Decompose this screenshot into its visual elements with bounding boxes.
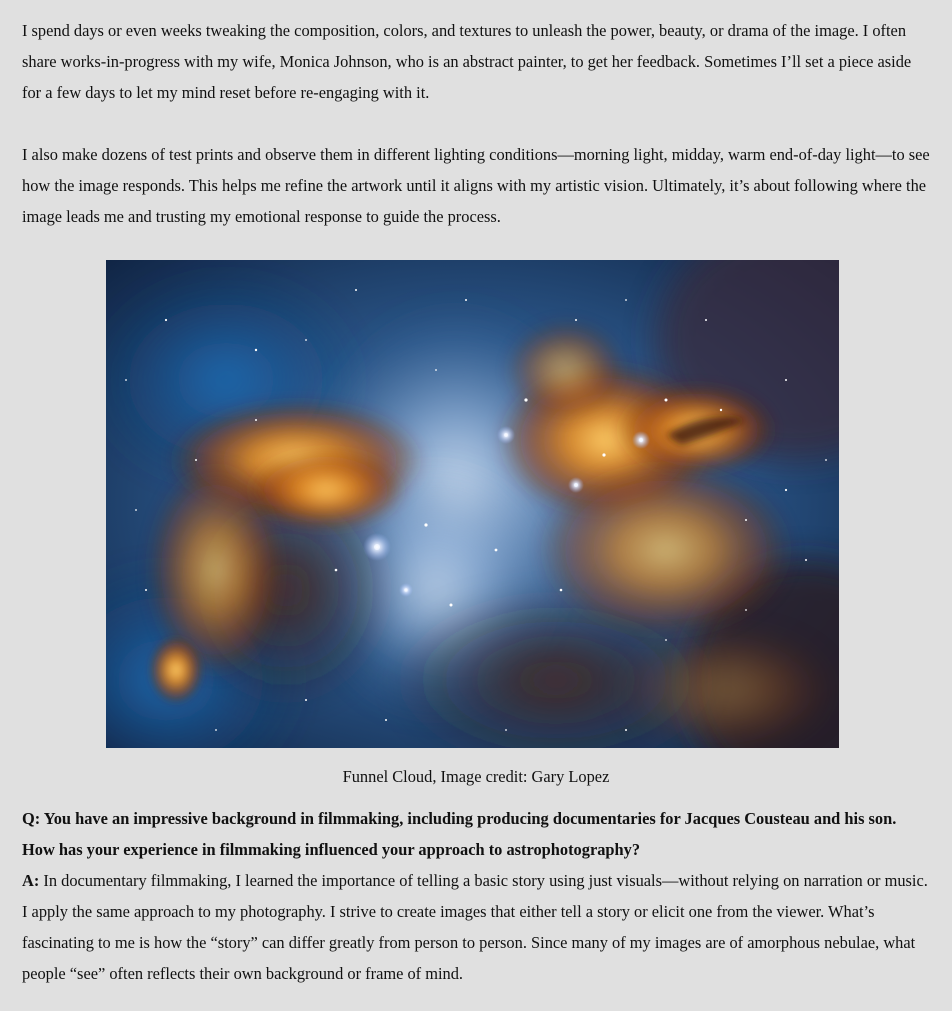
answer-label: A: (22, 871, 40, 890)
article-paragraph-1: I spend days or even weeks tweaking the composition, colors, and textures to unleash the power, beauty, or drama of the image. I often share works-in-progress with my wife, Monica Johnson, who is an abstract painter, to get her feedback. Sometimes I’ll set a piece aside for a few days to let my mind reset before re-engaging with it. (22, 21, 912, 102)
interview-answer (22, 865, 930, 989)
nebula-photo (106, 260, 839, 748)
answer-text: In documentary filmmaking, I learned the importance of telling a basic story using just visuals—without relying on narration or music. I apply the same approach to my photography. I strive to create images that either tell a story or elicit one from the viewer. What’s fascinating to me is how the “story” can differ greatly from person to person. Since many of my images are of amorphous nebulae, what people “see” often reflects their own background or frame of mind. (22, 871, 928, 983)
interview-question: Q: You have an impressive background in filmmaking, including producing documentaries for Jacques Cousteau and his son. How has your experience in filmmaking influenced your approach to astrophotography? (22, 809, 897, 859)
figure (22, 260, 930, 789)
nebula-photo-graphic (106, 260, 839, 748)
qa-section (22, 803, 930, 989)
article-paragraph-2: I also make dozens of test prints and observe them in different lighting conditions—morning light, midday, warm end-of-day light—to see how the image responds. This helps me refine the artwork until it aligns with my artistic vision. Ultimately, it’s about following where the image leads me and trusting my emotional response to guide the process. (22, 145, 930, 226)
figure-caption: Funnel Cloud, Image credit: Gary Lopez (342, 767, 610, 786)
